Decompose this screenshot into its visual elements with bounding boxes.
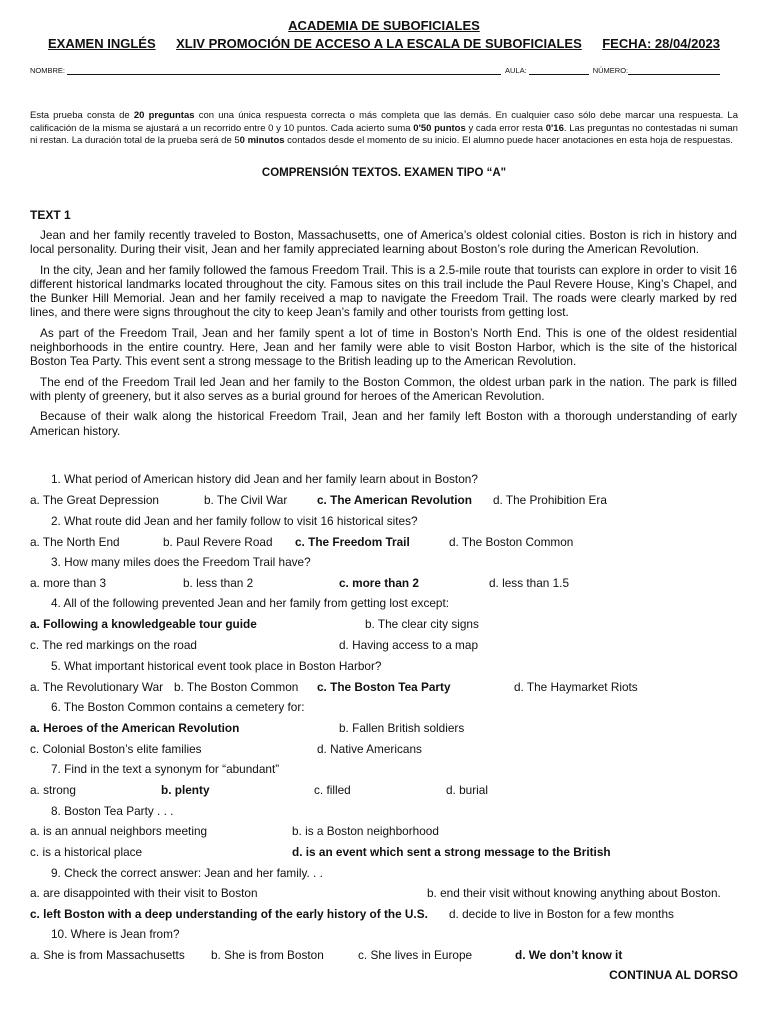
options-3 bbox=[30, 576, 740, 591]
options-8b bbox=[30, 845, 740, 860]
instructions-text: y cada error resta bbox=[465, 122, 546, 134]
passage-paragraph: In the city, Jean and her family followed the famous Freedom Trail. This is a 2.5-mile route that tourists can explore in order to visit 16 different historical landmarks located throughout the city. Famous sites on this trail include the Paul Revere House, King’s Chapel, and the Bunker Hill Memorial. Jean and her family received a map to navigate the Freedom Trail. The roads were clearly marked by red lines, and there were signs throughout the city to keep Jean’s family and other tourists from getting lost. bbox=[30, 262, 737, 320]
name-label: NOMBRE: bbox=[30, 66, 66, 75]
options-4b bbox=[30, 638, 740, 653]
exam-date: FECHA: 28/04/2023 bbox=[602, 36, 720, 51]
option-correct[interactable]: d. We don’t know it bbox=[515, 948, 623, 962]
instructions-text: . Las preguntas no contestadas ni suman ni restan. La duración total de la prueba será de 5 bbox=[30, 122, 738, 146]
options-6b bbox=[30, 742, 740, 757]
option[interactable]: a. The Revolutionary War bbox=[30, 680, 164, 694]
option[interactable]: c. The red markings on the road bbox=[30, 638, 197, 652]
option[interactable]: b. less than 2 bbox=[183, 576, 254, 590]
option[interactable]: a. The Great Depression bbox=[30, 493, 159, 507]
options-4a bbox=[30, 617, 740, 632]
option[interactable]: d. The Prohibition Era bbox=[493, 493, 607, 507]
question-10: 10. Where is Jean from? bbox=[51, 927, 180, 941]
question-2: 2. What route did Jean and her family follow to visit 16 historical sites? bbox=[51, 514, 418, 528]
instructions-emphasis: 0'16 bbox=[545, 122, 564, 134]
name-field[interactable] bbox=[67, 67, 501, 75]
option-correct[interactable]: c. The Boston Tea Party bbox=[317, 680, 451, 694]
options-6a bbox=[30, 721, 740, 736]
option[interactable]: a. are disappointed with their visit to Boston bbox=[30, 886, 258, 900]
option[interactable]: d. less than 1.5 bbox=[489, 576, 570, 590]
option-correct[interactable]: a. Heroes of the American Revolution bbox=[30, 721, 240, 735]
section-title: COMPRENSIÓN TEXTOS. EXAMEN TIPO “A" bbox=[261, 167, 507, 179]
question-9: 9. Check the correct answer: Jean and her family. . . bbox=[51, 866, 323, 880]
option-correct[interactable]: d. is an event which sent a strong message to the British bbox=[292, 845, 611, 859]
continue-on-back-note: CONTINUA AL DORSO bbox=[609, 968, 738, 982]
options-2 bbox=[30, 535, 740, 550]
instructions-text: con una única respuesta correcta o más completa que las demás. En cualquier caso sólo debe marcar una respuesta. La calificación de la misma se ajustará a un recorrido entre 0 y 10 puntos. Cada acierto suma bbox=[30, 110, 738, 134]
option-correct[interactable]: c. more than 2 bbox=[339, 576, 419, 590]
instructions bbox=[30, 110, 738, 148]
passage-paragraph: Jean and her family recently traveled to Boston, Massachusetts, one of America’s oldest colonial cities. Boston is rich in history and local personality. During their visit, Jean and her family appreciated learning about Boston’s role during the American Revolution. bbox=[30, 228, 737, 257]
option[interactable]: a. She is from Massachusetts bbox=[30, 948, 185, 962]
instructions-emphasis: 0 minutos bbox=[239, 135, 285, 146]
number-field[interactable] bbox=[628, 67, 720, 75]
option[interactable]: a. strong bbox=[30, 783, 76, 797]
option[interactable]: c. filled bbox=[314, 783, 351, 797]
academy-title: ACADEMIA DE SUBOFICIALES bbox=[288, 18, 480, 33]
question-1: 1. What period of American history did Jean and her family learn about in Boston? bbox=[51, 472, 478, 486]
exam-header-row bbox=[48, 36, 720, 51]
option[interactable]: b. She is from Boston bbox=[211, 948, 324, 962]
instructions-text: Esta prueba consta de bbox=[30, 110, 134, 121]
number-label: NÚMERO: bbox=[592, 66, 629, 75]
option-correct[interactable]: b. plenty bbox=[161, 783, 210, 797]
option[interactable]: c. She lives in Europe bbox=[358, 948, 473, 962]
instructions-emphasis: 20 preguntas bbox=[133, 110, 195, 121]
text-label: TEXT 1 bbox=[30, 208, 71, 222]
promotion-title: XLIV PROMOCIÓN DE ACCESO A LA ESCALA DE SUBOFICIALES bbox=[176, 36, 582, 51]
options-10 bbox=[30, 948, 740, 963]
question-8: 8. Boston Tea Party . . . bbox=[51, 804, 174, 818]
options-9b bbox=[30, 907, 740, 922]
options-5 bbox=[30, 680, 740, 695]
option[interactable]: b. The Boston Common bbox=[174, 680, 299, 694]
options-8a bbox=[30, 824, 740, 839]
option[interactable]: a. The North End bbox=[30, 535, 120, 549]
question-4: 4. All of the following prevented Jean and her family from getting lost except: bbox=[51, 596, 450, 610]
question-7: 7. Find in the text a synonym for “abundant” bbox=[51, 762, 280, 776]
classroom-field[interactable] bbox=[529, 67, 589, 75]
option[interactable]: d. The Haymarket Riots bbox=[514, 680, 638, 694]
option-correct[interactable]: c. The American Revolution bbox=[317, 493, 472, 507]
question-5: 5. What important historical event took place in Boston Harbor? bbox=[51, 659, 382, 673]
instructions-text: contados desde el momento de su inicio. El alumno puede hacer anotaciones en esta hoja de respuestas. bbox=[284, 135, 733, 146]
passage-paragraph: The end of the Freedom Trail led Jean and her family to the Boston Common, the oldest urban park in the nation. The park is filled with plenty of greenery, but it also serves as a burial ground for heroes of the American Revolution. bbox=[30, 374, 737, 403]
student-fields bbox=[30, 66, 740, 75]
options-9a bbox=[30, 886, 740, 901]
option[interactable]: b. The Civil War bbox=[204, 493, 288, 507]
passage-paragraph: As part of the Freedom Trail, Jean and her family spent a lot of time in Boston’s North End. This is one of the oldest residential neighborhoods in the entire country. Here, Jean and her family were able to visit Boston Harbor, which is the site of the historical Boston Tea Party. This event sent a strong message to the British leading up to the American Revolution. bbox=[30, 325, 737, 369]
options-7 bbox=[30, 783, 740, 798]
option-correct[interactable]: c. left Boston with a deep understanding of the early history of the U.S. bbox=[30, 907, 428, 921]
option[interactable]: b. end their visit without knowing anything about Boston. bbox=[427, 886, 721, 900]
option[interactable]: d. decide to live in Boston for a few months bbox=[449, 907, 674, 921]
option[interactable]: d. The Boston Common bbox=[449, 535, 574, 549]
question-3: 3. How many miles does the Freedom Trail have? bbox=[51, 555, 311, 569]
option[interactable]: d. Having access to a map bbox=[339, 638, 479, 652]
option-correct[interactable]: a. Following a knowledgeable tour guide bbox=[30, 617, 257, 631]
option[interactable]: d. burial bbox=[446, 783, 488, 797]
option[interactable]: b. The clear city signs bbox=[365, 617, 479, 631]
exam-title: EXAMEN INGLÉS bbox=[48, 36, 156, 51]
option[interactable]: b. Paul Revere Road bbox=[163, 535, 273, 549]
option[interactable]: a. more than 3 bbox=[30, 576, 107, 590]
passage-paragraph: Because of their walk along the historical Freedom Trail, Jean and her family left Boston with a thorough understanding of early American history. bbox=[30, 409, 737, 438]
option[interactable]: a. is an annual neighbors meeting bbox=[30, 824, 208, 838]
option[interactable]: c. Colonial Boston’s elite families bbox=[30, 742, 202, 756]
reading-passage bbox=[30, 228, 737, 444]
question-6: 6. The Boston Common contains a cemetery for: bbox=[51, 700, 305, 714]
option[interactable]: b. Fallen British soldiers bbox=[339, 721, 465, 735]
classroom-label: AULA: bbox=[505, 66, 527, 75]
option[interactable]: d. Native Americans bbox=[317, 742, 422, 756]
option-correct[interactable]: c. The Freedom Trail bbox=[295, 535, 410, 549]
option[interactable]: b. is a Boston neighborhood bbox=[292, 824, 439, 838]
instructions-emphasis: 0'50 puntos bbox=[413, 122, 466, 134]
option[interactable]: c. is a historical place bbox=[30, 845, 143, 859]
options-1 bbox=[30, 493, 740, 508]
